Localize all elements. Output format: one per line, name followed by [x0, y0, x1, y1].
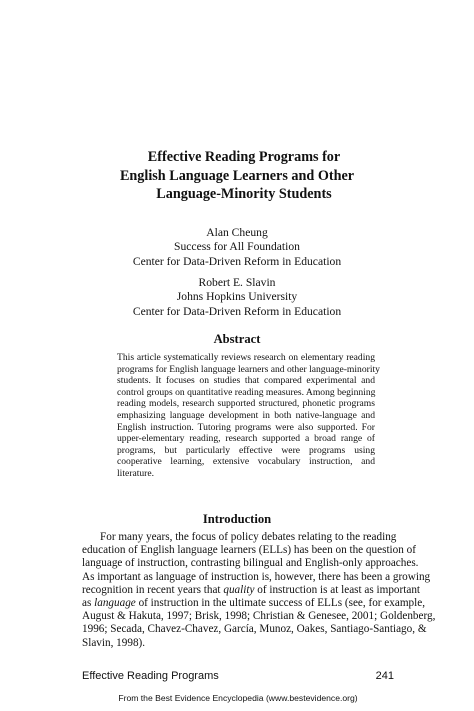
author-block	[100, 276, 374, 319]
paragraph-line: education of English language learners (ELLs) has been on the question of	[82, 544, 416, 557]
author-name: Alan Cheung	[206, 226, 268, 239]
paragraph-line: For many years, the focus of policy debates relating to the reading	[100, 531, 397, 543]
paragraph-line	[82, 597, 426, 610]
source-note: From the Best Evidence Encyclopedia (www.bestevidence.org)	[118, 693, 358, 703]
abstract-line: programs for English language learners and other language-minority	[117, 363, 380, 375]
paragraph-line: August & Hakuta, 1997; Brisk, 1998; Christian & Genesee, 2001; Goldenberg,	[82, 610, 436, 623]
author-affiliation: Johns Hopkins University	[176, 290, 298, 304]
introduction-paragraph	[82, 531, 436, 650]
abstract-heading: Abstract	[213, 332, 261, 346]
text-run: recognition in recent years that	[82, 583, 224, 596]
author-affiliation: Success for All Foundation	[174, 240, 300, 254]
abstract-line: emphasizing language development in both native-language and	[117, 409, 375, 421]
abstract-line: reading models, research supported structured, phonetic programs	[117, 398, 375, 410]
title-line: English Language Learners and Other	[119, 167, 355, 184]
paper-title	[100, 148, 374, 204]
author-affiliation: Center for Data-Driven Reform in Education	[132, 304, 342, 318]
paragraph-line: Slavin, 1998).	[82, 636, 146, 649]
abstract-line: cooperative learning, extensive vocabulary instruction, and	[117, 456, 375, 468]
running-title: Effective Reading Programs	[82, 670, 219, 682]
abstract-line: literature.	[117, 467, 155, 479]
paragraph-line: 1996; Secada, Chavez-Chavez, García, Munoz, Oakes, Santiago-Santiago, &	[82, 623, 427, 636]
text-run: of instruction in the ultimate success of ELLs (see, for example,	[135, 597, 426, 610]
abstract-line: students. It focuses on studies that compared experimental and	[117, 375, 375, 387]
abstract-line: programs, but particularly effective were programs using	[117, 444, 375, 456]
paragraph-line: As important as language of instruction is, however, there has been a growing	[82, 570, 431, 583]
emphasis-quality: quality	[223, 583, 255, 596]
abstract-line: English instruction. Tutoring programs were also supported. For	[117, 421, 375, 433]
paragraph-line: language of instruction, contrasting bilingual and English-only approaches.	[82, 557, 419, 570]
author-affiliation: Center for Data-Driven Reform in Education	[132, 254, 342, 268]
text-run: as	[82, 597, 95, 610]
author-name: Robert E. Slavin	[198, 276, 276, 289]
page-number: 241	[375, 670, 394, 682]
author-block	[100, 226, 374, 269]
abstract-line: control groups on quantitative reading measures. Among beginning	[117, 386, 376, 398]
introduction-heading: Introduction	[202, 512, 272, 526]
title-line: Effective Reading Programs for	[147, 149, 341, 165]
title-line: Language-Minority Students	[156, 186, 332, 202]
paragraph-line	[82, 583, 421, 597]
abstract-text	[117, 352, 380, 480]
emphasis-language: language	[94, 597, 136, 610]
abstract-line: This article systematically reviews research on elementary reading	[117, 352, 375, 363]
abstract-line: upper-elementary reading, research supported a broad range of	[117, 433, 375, 445]
text-run: of instruction is at least as important	[254, 583, 421, 596]
